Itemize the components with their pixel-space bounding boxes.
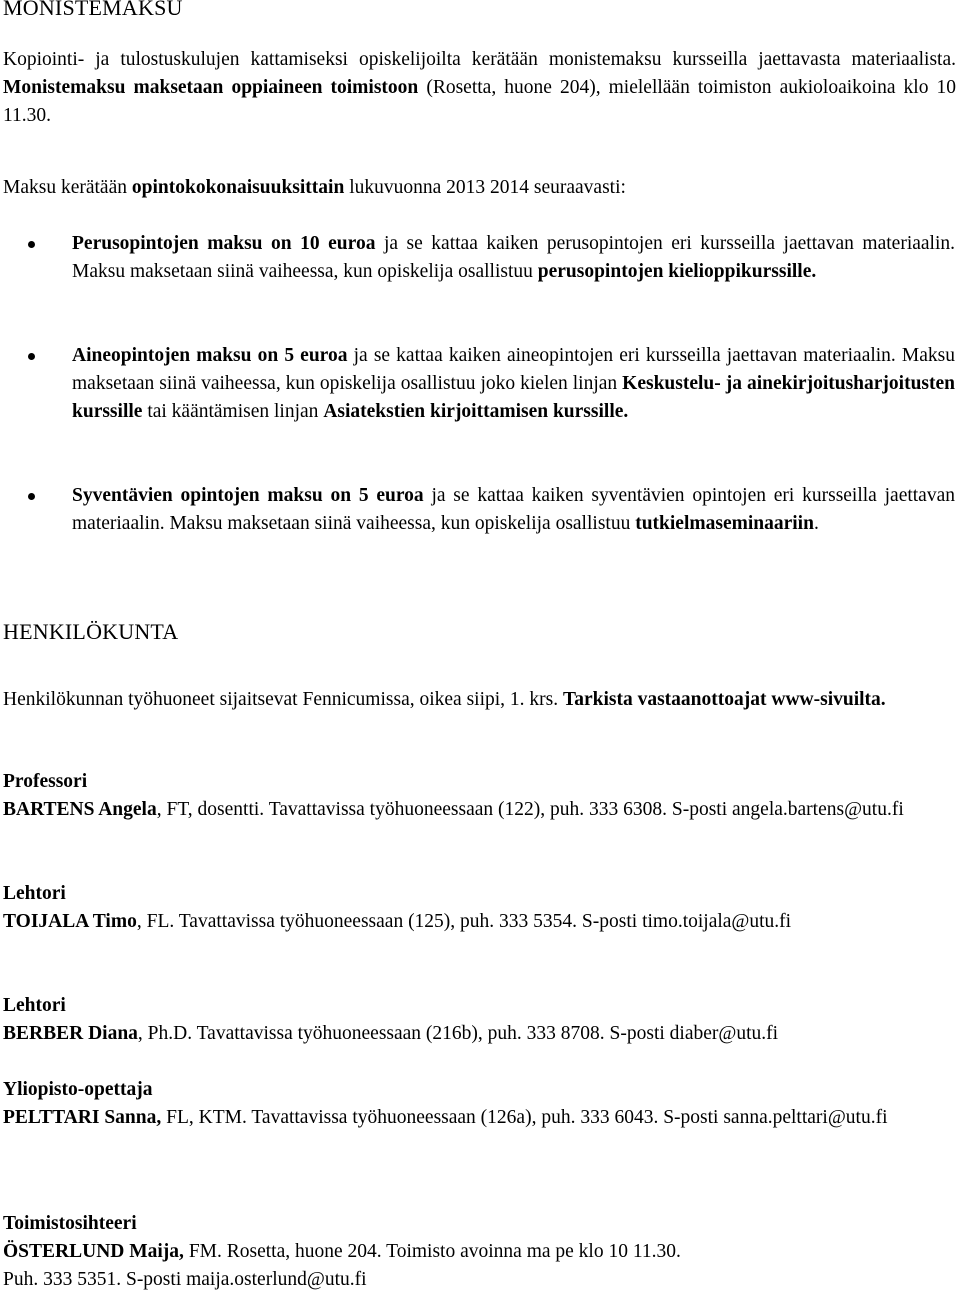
- staff-name: ÖSTERLUND Maija,: [3, 1241, 184, 1262]
- staff-name: PELTTARI Sanna,: [3, 1107, 162, 1128]
- staff-entry-berber: [3, 992, 956, 1048]
- bullet-icon: [28, 241, 35, 248]
- staff-entry-pelttari: [3, 1076, 956, 1132]
- bullet-bold: Keskustelu- ja ainekirjoitusharjoitusten kurssille: [72, 373, 955, 422]
- staff-info: [3, 1238, 956, 1266]
- bullet-bold: Asiatekstien kirjoittamisen kurssille.: [323, 401, 629, 422]
- staff-name: BARTENS Angela: [3, 799, 157, 820]
- staff-role: Toimistosihteeri: [3, 1213, 137, 1234]
- staff-details: , FL. Tavattavissa työhuoneessaan (125), puh. 333 5354. S-posti timo.toijala@utu.fi: [136, 911, 792, 932]
- intro-bold-text: Tarkista vastaanottoajat www-sivuilta.: [563, 689, 886, 710]
- bullet-bold: tutkielmaseminaariin: [635, 513, 814, 534]
- intro-text: Kopiointi- ja tulostuskulujen kattamiseksi opiskelijoilta kerätään monistemaksu kursseilla jaettavasta materiaalista.: [3, 49, 956, 70]
- staff-info: [3, 796, 956, 824]
- staff-role: Lehtori: [3, 995, 66, 1016]
- staff-details: , Ph.D. Tavattavissa työhuoneessaan (216b), puh. 333 8708. S-posti diaber@utu.fi: [137, 1023, 779, 1044]
- staff-name: BERBER Diana: [3, 1023, 138, 1044]
- staff-entry-bartens: [3, 768, 956, 824]
- bullet-aineopinnot: [72, 342, 955, 426]
- collection-text: Maksu kerätään: [3, 177, 127, 198]
- staff-details: FM. Rosetta, huone 204. Toimisto avoinna ma pe klo 10 11.30.: [183, 1241, 681, 1262]
- section-heading-monistemaksu: MONISTEMAKSU: [3, 0, 183, 20]
- bullet-text: ja se kattaa kaiken syventävien opintojen eri kursseilla jaettavan materiaalin. Maksu maksetaan siinä vaiheessa, kun opiskelija osallistuu: [72, 485, 955, 534]
- staff-info: [3, 908, 956, 936]
- bullet-text: ja se kattaa kaiken aineopintojen eri kursseilla jaettavan materiaalin. Maksu maksetaan siinä vaiheessa, kun opiskelija osallistuu joko kielen linjan: [72, 345, 956, 394]
- bullet-perusopinnot: [72, 230, 955, 286]
- staff-entry-toijala: [3, 880, 956, 936]
- staff-info: [3, 1104, 956, 1132]
- staff-details-line2: Puh. 333 5351. S-posti maija.osterlund@utu.fi: [3, 1269, 367, 1290]
- bullet-text: tai kääntämisen linjan: [147, 401, 319, 422]
- bullet-text: ja se kattaa kaiken perusopintojen eri kursseilla jaettavan materiaalin. Maksu maksetaan siinä vaiheessa, kun opiskelija osallistuu: [72, 233, 956, 282]
- bullet-syventavat: [72, 482, 955, 538]
- staff-name: TOIJALA Timo: [3, 911, 137, 932]
- staff-details: FL, KTM. Tavattavissa työhuoneessaan (126a), puh. 333 6043. S-posti sanna.pelttari@utu.fi: [161, 1107, 888, 1128]
- bullet-icon: [28, 353, 35, 360]
- bullet-bold: perusopintojen kielioppikurssille.: [537, 261, 817, 282]
- bullet-lead: Aineopintojen maksu on 5 euroa: [72, 345, 348, 366]
- collection-text-end: lukuvuonna 2013 2014 seuraavasti:: [349, 177, 626, 198]
- henkilokunta-intro-paragraph: [3, 686, 956, 714]
- bullet-text-end: .: [813, 513, 819, 534]
- staff-entry-osterlund: [3, 1210, 956, 1294]
- monistemaksu-intro-paragraph: [3, 46, 956, 130]
- bullet-lead: Syventävien opintojen maksu on 5 euroa: [72, 485, 424, 506]
- staff-info: [3, 1020, 956, 1048]
- staff-role: Yliopisto-opettaja: [3, 1079, 153, 1100]
- staff-role: Professori: [3, 771, 88, 792]
- intro-text: Henkilökunnan työhuoneet sijaitsevat Fennicumissa, oikea siipi, 1. krs.: [3, 689, 559, 710]
- bullet-lead: Perusopintojen maksu on 10 euroa: [72, 233, 376, 254]
- section-heading-henkilokunta: HENKILÖKUNTA: [3, 619, 179, 644]
- collection-bold-text: opintokokonaisuuksittain: [131, 177, 345, 198]
- intro-bold-text: Monistemaksu maksetaan oppiaineen toimistoon: [3, 77, 419, 98]
- intro-text-end: (Rosetta, huone 204), mielellään toimiston aukioloaikoina klo 10 11.30.: [3, 77, 957, 126]
- bullet-icon: [28, 493, 35, 500]
- collection-paragraph: [3, 174, 956, 202]
- staff-role: Lehtori: [3, 883, 66, 904]
- staff-details: , FT, dosentti. Tavattavissa työhuoneessaan (122), puh. 333 6308. S-posti angela.bartens@utu.fi: [156, 799, 904, 820]
